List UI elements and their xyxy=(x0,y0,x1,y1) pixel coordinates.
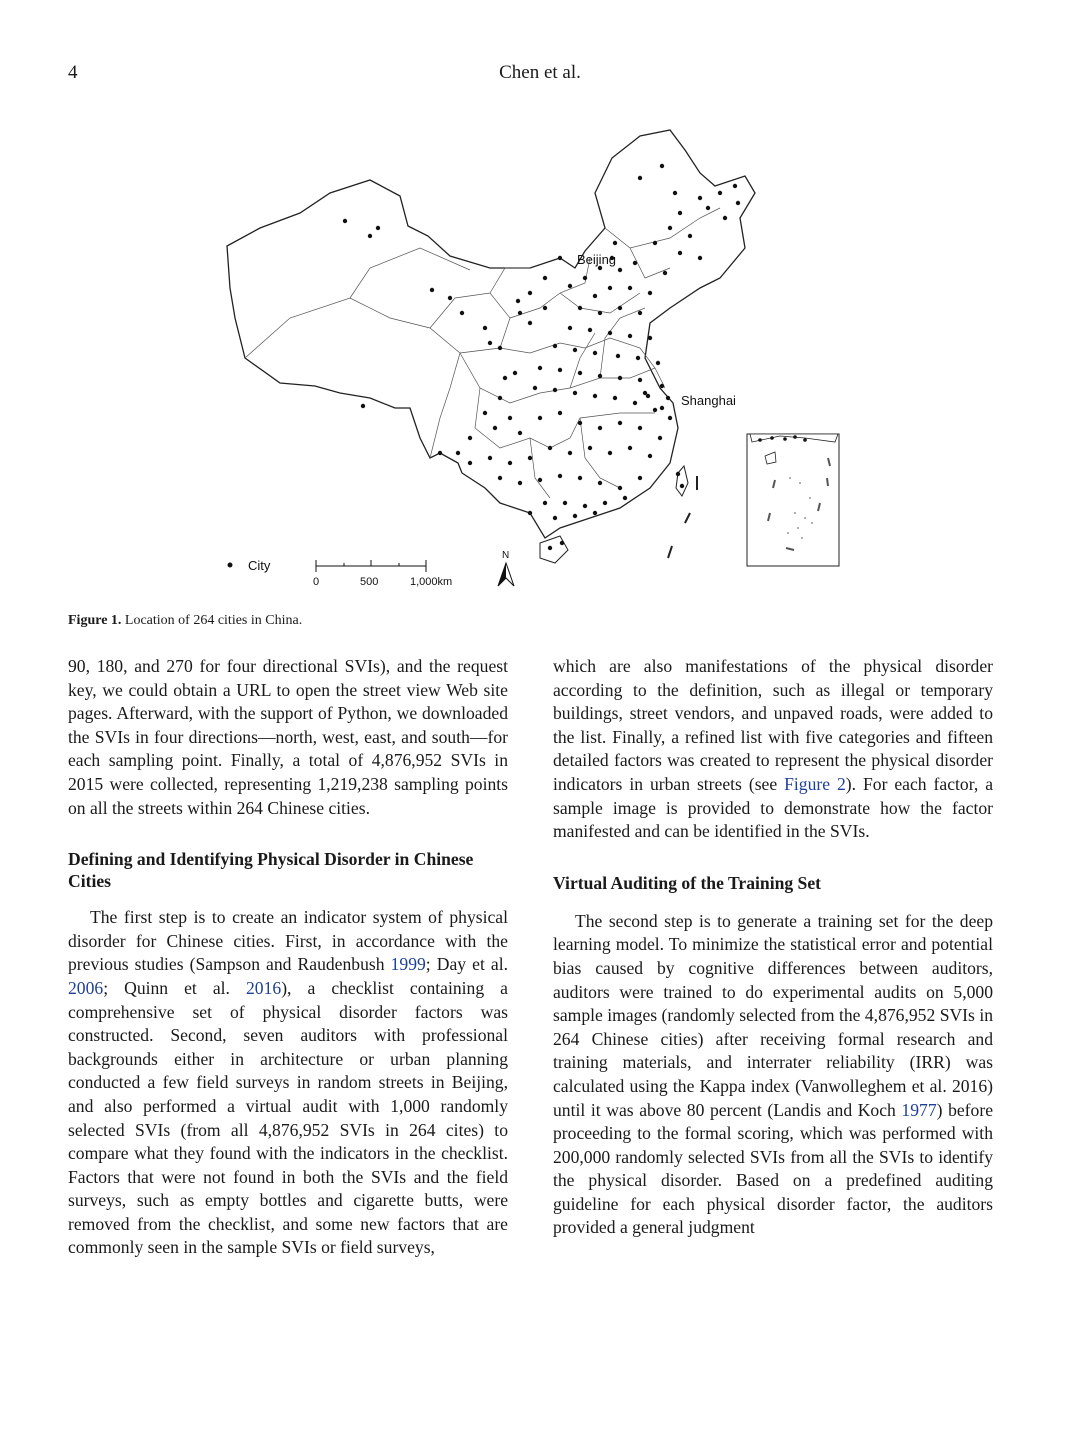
scale-label-500: 500 xyxy=(360,576,379,588)
citation-link-2016[interactable]: 2016 xyxy=(246,977,282,998)
map-legend xyxy=(228,558,271,573)
citation-link-1999[interactable]: 1999 xyxy=(390,954,426,975)
right-paragraph-2 xyxy=(553,910,993,1240)
text-run: ), a checklist containing a comprehensive set of physical disorder factors was constructed. Second, seven auditors with professional backgrounds either in architecture or urban planning conducted a few field surveys in random streets in Beijing, and also performed a virtual audit with 1,000 randomly selected SVIs (from all 4,876,952 SVIs in 264 cites) to compare what they found with the indicators in the checklist. Factors that were not found in both the SVIs and the field surveys, such as empty bottles and cigarette butts, were removed from the checklist, and some new factors that are commonly seen in the sample SVIs or field surveys, xyxy=(68,977,508,1258)
scale-label-1000: 1,000km xyxy=(410,576,453,588)
page-number: 4 xyxy=(68,62,78,83)
citation-link-1977[interactable]: 1977 xyxy=(901,1099,937,1120)
caption-label: Figure 1. xyxy=(68,613,122,628)
scale-bar xyxy=(316,560,426,572)
figure-caption xyxy=(68,613,302,629)
text-run: ). For each factor, a sample image is provided to demonstrate how the factor manifested and can be identified in the SVIs. xyxy=(553,773,994,842)
left-paragraph-1: 90, 180, and 270 for four directional SVIs), and the request key, we could obtain a URL to open the street view Web site pages. Afterward, with the support of Python, we downloaded the SVIs in four directions—north, west, east, and south—for each sampling point. Finally, a total of 4,876,952 SVIs in 2015 were collected, representing 1,219,238 sampling points on all the streets within 264 Chinese cities. xyxy=(68,656,508,818)
scale-label-0: 0 xyxy=(313,576,320,588)
text-run: The first step is to create an indicator system of physical disorder for Chinese cities. First, in accordance with the previous studies (Sampson and Raudenbush xyxy=(68,907,508,975)
right-column xyxy=(553,655,993,1240)
caption-text: Location of 264 cities in China. xyxy=(124,613,303,628)
china-map-svg xyxy=(200,118,880,598)
beijing-label: Beijing xyxy=(577,252,617,267)
left-column xyxy=(68,655,508,1260)
north-arrow xyxy=(498,550,514,586)
shanghai-label: Shanghai xyxy=(681,393,736,408)
figure-map xyxy=(200,118,880,598)
section-heading-defining: Defining and Identifying Physical Disorder in Chinese Cities xyxy=(68,849,474,892)
running-head: Chen et al. xyxy=(499,62,581,83)
hainan-island xyxy=(540,536,568,563)
text-run: ) before proceeding to the formal scoring, which was performed with 200,000 randomly selected SVIs from all the SVIs to identify the physical disorder. Based on a predefined auditing guideline for each physical disorder factor, the auditors provided a general judgment xyxy=(553,1099,993,1238)
figure-2-link[interactable]: Figure 2 xyxy=(784,773,846,794)
text-run: ; Day et al. xyxy=(425,954,508,975)
north-label: N xyxy=(502,550,510,561)
legend-city-label: City xyxy=(248,558,271,573)
right-paragraph-1 xyxy=(553,655,993,844)
citation-link-2006[interactable]: 2006 xyxy=(68,977,104,998)
left-paragraph-2 xyxy=(68,906,508,1260)
section-heading-virtual-auditing: Virtual Auditing of the Training Set xyxy=(553,872,822,893)
text-run: ; Quinn et al. xyxy=(103,977,246,998)
south-china-sea-inset xyxy=(747,434,839,566)
taiwan-island xyxy=(676,466,688,496)
text-run: The second step is to generate a training set for the deep learning model. To minimize the statistical error and potential bias caused by cognitive differences between auditors, auditors were trained to do experimental audits on 5,000 sample images (randomly selected from the 4,876,952 SVIs in 264 Chinese cities) after receiving formal research and training materials, and interrater reliability (IRR) was calculated using the Kappa index (Vanwolleghem et al. 2016) until it was above 80 percent (Landis and Koch xyxy=(553,910,993,1120)
text-run: which are also manifestations of the physical disorder according to the definition, such as illegal or temporary buildings, street vendors, and unpaved roads, were added to the list. Finally, a refined list with five categories and fifteen detailed factors was created to represent the physical disorder indicators in urban streets (see xyxy=(553,656,993,794)
